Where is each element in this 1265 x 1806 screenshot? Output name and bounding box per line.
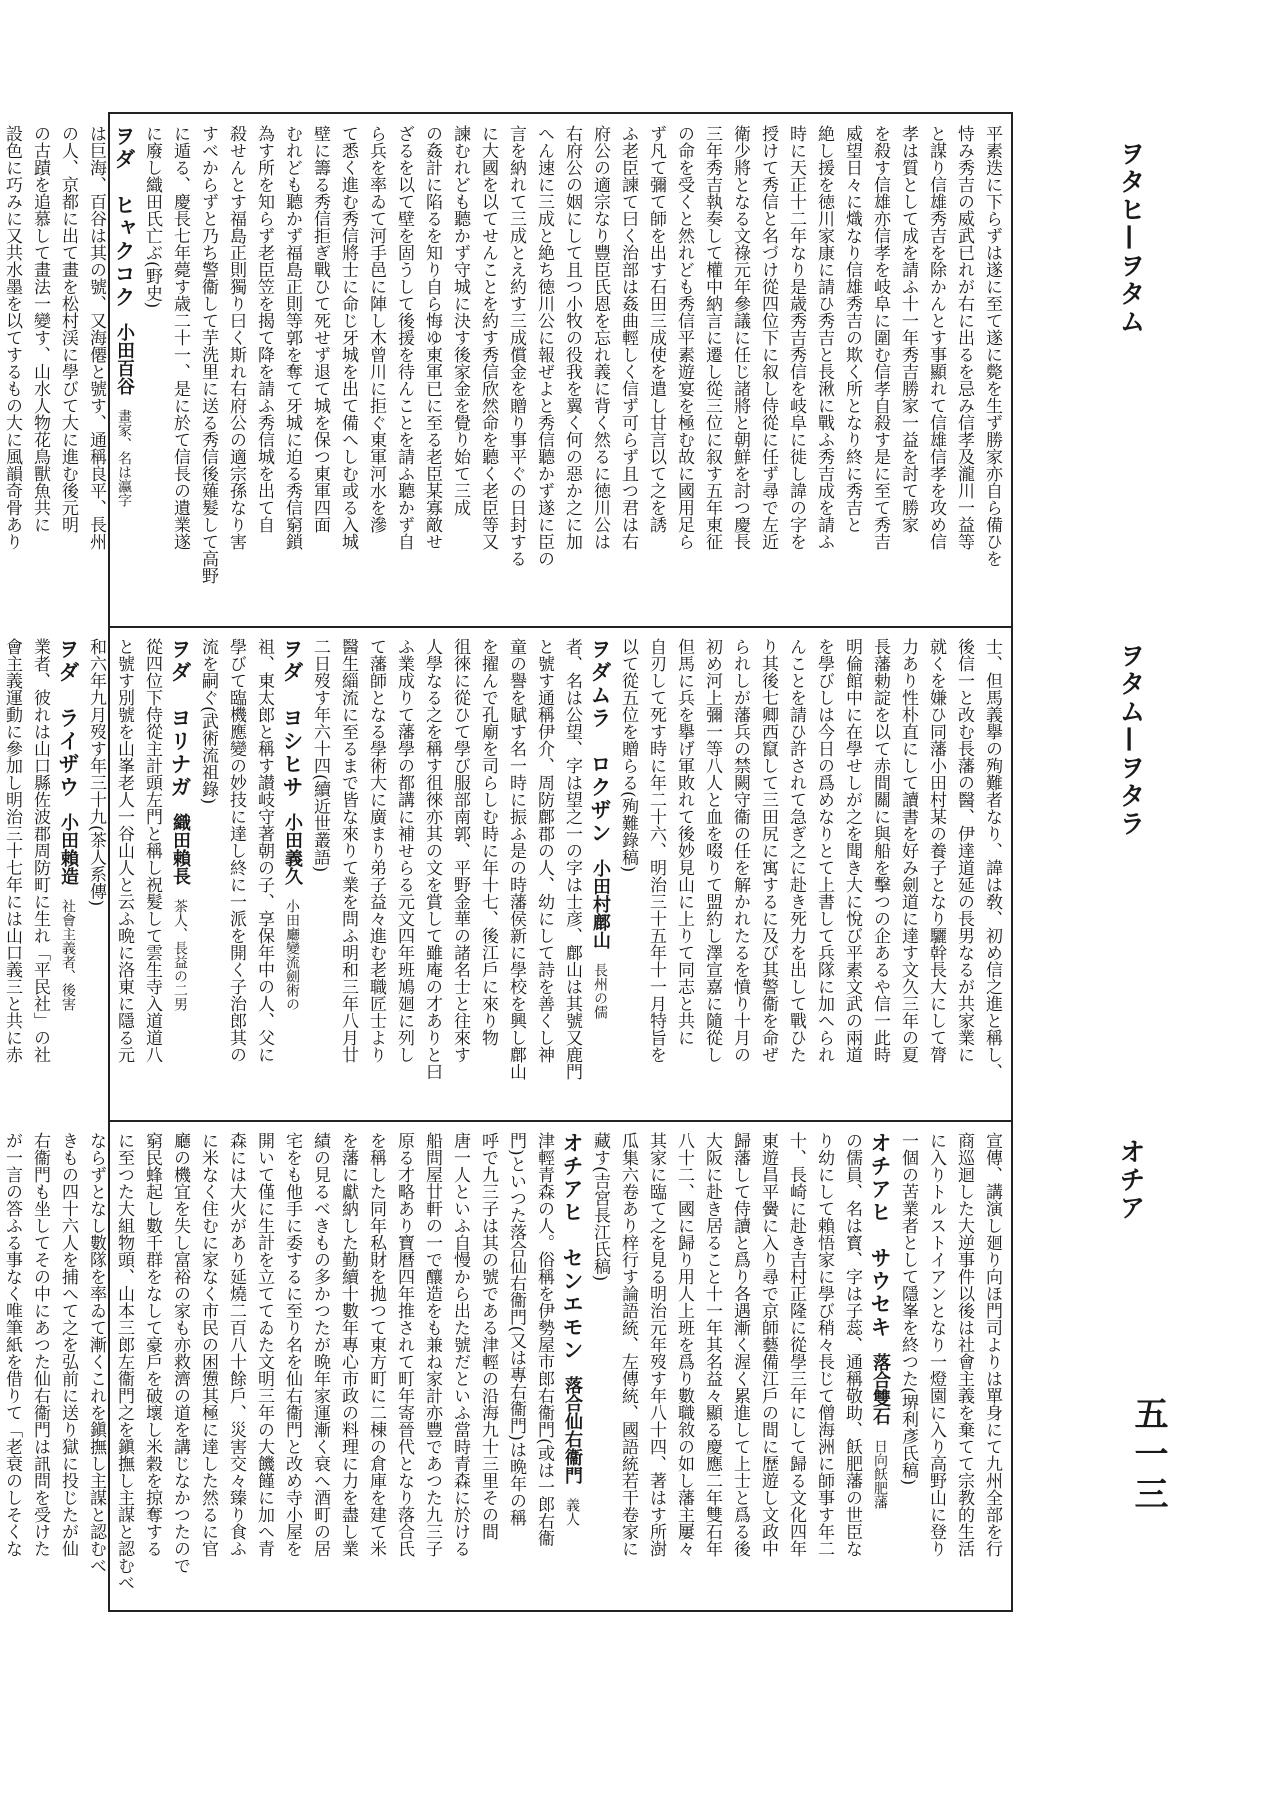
text-line: を擢んで孔廟を司らしむ時に年十七、後江戶に來り物 <box>478 638 498 1046</box>
text-line: に遁る、慶長七年薨す歳二十一、是に於て信長の遺業遂 <box>170 125 190 550</box>
text-line: 醫生緇流に至るまで皆な來りて業を問ふ明和三年八月廿 <box>338 638 358 1063</box>
text-line: 設色に巧みに又共水墨を以てするもの大に風韻奇骨あり <box>2 125 22 550</box>
top-section <box>2 125 1006 619</box>
entry-text: 畫家、名は瀛字 <box>116 409 132 507</box>
text-line: 會主義運動に參加し明治三十七年には山口義三と共に赤 <box>2 638 22 1063</box>
text-line: の姦計に陷るを知り自ら悔ゆ東軍已に至る老臣某寡敵せ <box>422 125 442 550</box>
text-line: 絶し援を徳川家康に請ひ秀吉と長湫に戰ふ秀吉成を請ふ <box>814 125 834 550</box>
text-line: り其後七卿西竄して三田尻に寓するに及び其警衞を命ぜ <box>758 638 778 1063</box>
entry-heading: オチアヒ センエモン <box>560 1132 584 1362</box>
text-line: きもの四十六人を捕へて之を弘前に送り獄に投じたが仙 <box>58 1132 78 1557</box>
entry-name: 小田百谷 <box>114 323 135 395</box>
text-line: すべからずと乃ち警衞して芋洗里に送る秀信後薙髮して高野 <box>198 125 218 584</box>
entry-name: 小田義久 <box>282 813 303 885</box>
text-line: 商巡迴した大逆事件以後は社會主義を棄てて宗教的生活 <box>954 1132 974 1557</box>
text-line: 授けて秀信と名づけ從四位下に叙し侍從に任ず尋で左近 <box>758 125 778 550</box>
text-line: んことを請ひ許されて急ぎ之に赴き死力を出して戰ひた <box>786 638 806 1063</box>
text-line: 者、名は公望、字は望之一の字は士彦、鄜山は其號又鹿門 <box>562 638 582 1080</box>
text-line: 祖、東太郎と稱す讃岐守著朝の子、享保年中の人、父に <box>254 638 274 1063</box>
text-line: 諫むれども聽かず守城に決す後家金を覺り始て三成 <box>450 125 470 516</box>
text-line: 流を嗣ぐ(武術流祖錄) <box>198 638 218 805</box>
text-line: ならずとなし數隊を率ゐて漸くこれを鎭撫し主謀と認むべ <box>86 1132 106 1574</box>
text-line: ふ業成りて藩學の都講に補せらる元文四年班鳩廻に列し <box>394 638 414 1063</box>
entry-name: 落合雙石 <box>870 1353 891 1425</box>
text-line: 學びて臨機應變の妙技に達し終に一派を開く子治郎其の <box>226 638 246 1063</box>
text-line: 業者、彼れは山口縣佐波郡周防町に生れ「平民社」の社 <box>30 638 50 1063</box>
entry-heading: ヲダ ヨリナガ <box>168 638 192 799</box>
text-line: に入りトルストイアンとなり一燈園に入り高野山に登り <box>926 1132 946 1557</box>
entry-heading-line <box>586 638 614 1114</box>
middle-section <box>2 638 1006 1114</box>
running-title-top: ヲタヒ—ヲタム <box>1115 140 1145 336</box>
text-line: 言を納れて三成とえ約す三成償金を贈り事平ぐの日封する <box>506 125 526 567</box>
text-line: 績の見るべきもの多かつたが晩年家運漸く衰へ酒町の居 <box>310 1132 330 1557</box>
text-line: は巨海、百谷は其の號、又海僊と號す、通稱良平、長州 <box>86 125 106 550</box>
text-line: 窮民蜂起し數千群をなして豪戶を破壞し米穀を掠奪する <box>142 1132 162 1557</box>
entry-heading: ヲダ ライザウ <box>56 638 80 799</box>
page-number: 五一三 <box>1128 1396 1168 1516</box>
section-divider-1 <box>108 626 1013 628</box>
text-line: 大阪に赴き居ること十一年其名益々顯る慶應二年雙石年 <box>702 1132 722 1557</box>
text-line: 初め河上彌一等八人と血を啜りて盟約し澤宣嘉に隨從し <box>702 638 722 1063</box>
text-line: 森には大火があり延燒二百八十餘戶、災害交々臻り食ふ <box>226 1132 246 1557</box>
text-line: 和六年九月歿す年三十九(茶人系傳) <box>86 638 106 907</box>
text-line: 人學なる之を稱す徂徠亦其の文を賞して雖庵の才ありと曰 <box>422 638 442 1080</box>
section-divider-2 <box>108 1120 1013 1122</box>
entry-text: 義人 <box>564 1498 580 1526</box>
text-line: 威望日々に熾なり信雄秀吉の欺く所となり終に秀吉と <box>842 125 862 533</box>
entry-heading-line <box>54 638 82 1114</box>
text-line: 但馬に兵を擧げ軍敗れて後妙見山に上りて同志と共に <box>674 638 694 1046</box>
text-line: を稱した同年私財を拋つて東方町に二棟の倉庫を建て米 <box>366 1132 386 1557</box>
text-line: 宅をも他手に委するに至り名を仙右衞門と改め寺小屋を <box>282 1132 302 1557</box>
entry-text: 茶人、長益の二男 <box>172 899 188 1011</box>
text-line: の人、京都に出て畫を松村渓に學びて大に進む後元明 <box>58 125 78 533</box>
text-line: 府公の適宗なり豐臣氏恩を忘れ義に背く然るに徳川公は <box>590 125 610 550</box>
entry-heading: ヲダ ヨシヒサ <box>280 638 304 799</box>
entry-name: 落合仙右衞門 <box>562 1376 583 1484</box>
text-line: 右府公の姻にして且つ小牧の役我を翼く何の惡か之に加 <box>562 125 582 550</box>
text-line: 孝は質として成を請ふ十一年秀吉勝家一益を討て勝家 <box>898 125 918 533</box>
text-line: 殺せんとす福島正則獨り曰く斯れ右府公の適宗孫なり害 <box>226 125 246 550</box>
text-line: 藏す(吉宮長江氏稿) <box>590 1132 610 1282</box>
text-line: 二日歿す年六十四(續近世叢語) <box>310 638 330 873</box>
text-line: の命を受くと然れども秀信平素遊宴を極む故に國用足ら <box>674 125 694 550</box>
text-line: 東遊昌平黌に入り尋で京師藝備江戶の間に歷遊し文政中 <box>758 1132 778 1557</box>
text-line: 以て從五位を贈らる(殉難錄稿) <box>618 638 638 873</box>
entry-name: 織田賴長 <box>170 813 191 885</box>
text-line: 門)といつた落合仙右衞門(又は專右衞門)は晩年の稱 <box>506 1132 526 1526</box>
entry-heading: ヲダムラ ロクザン <box>588 638 612 845</box>
running-title-bottom: オチア <box>1115 1138 1145 1222</box>
text-line: を學びしは今日の爲めなりとて上書して兵隊に加へられ <box>814 638 834 1063</box>
text-line: 八十二、國に歸り用人上班を爲り數職敘の如し藩主屢々 <box>674 1132 694 1557</box>
entry-heading-line <box>866 1132 894 1602</box>
text-line: ふ老臣諫て曰く治部は姦曲輕しく信ず可らず且つ君は右 <box>618 125 638 550</box>
text-line: に至つた大組物頭、山本三郎左衞門之を鎭撫し主謀と認むべ <box>114 1132 134 1591</box>
entry-name: 小田賴造 <box>58 813 79 885</box>
text-line: 呼で九三子は其の號である津輕の沿海九十三里その間 <box>478 1132 498 1540</box>
text-line: と號す別號を山峯老人一谷山人と云ふ晩に洛東に隱る元 <box>114 638 134 1063</box>
text-line: 平素迭に下らずは遂に至て遂に斃を生ず勝家亦自ら備ひを <box>982 125 1002 567</box>
text-line: 三年秀吉執奏して權中納言に遷し從三位に叙す五年東征 <box>702 125 722 550</box>
text-line: 十、長崎に赴き吉村正隆に從學三年にして歸る文化四年 <box>786 1132 806 1557</box>
text-line: り幼にして賴悟家に學び稍々長じて僧海洲に師事す年二 <box>814 1132 834 1557</box>
text-line: 船問屋廿軒の一で釀造をも兼ね家計亦豐であつた九三子 <box>422 1132 442 1557</box>
text-line: 自刃して死す時に年二十六、明治三十五年十一月特旨を <box>646 638 666 1063</box>
text-line: 時に天正十二年なり是歳秀吉秀信を岐阜に徙し諱の字を <box>786 125 806 550</box>
entry-heading: ヲダ ヒャクコク <box>112 125 136 309</box>
text-line: 壁に籌る秀信拒ぎ戰ひて死せず退て城を保つ東軍四面 <box>310 125 330 533</box>
text-line: 明倫館中に在學せしが之を聞き大に悅び平素文武の兩道 <box>842 638 862 1063</box>
text-line: の儒員、名は寳、字は子蕊、通稱敬助、飫肥藩の世臣な <box>842 1132 862 1557</box>
text-line: 開いて僅に生計を立ててゐた文明三年の大饑饉に加へ青 <box>254 1132 274 1557</box>
text-line: 從四位下侍從主計頭左門と稱し祝髮して雲生寺入道道八 <box>142 638 162 1063</box>
entry-heading-line <box>558 1132 586 1602</box>
text-line: 瓜集六卷あり梓行す論語統、左傳統、國語統若干卷家に <box>618 1132 638 1557</box>
text-line: て悉く進む秀信將士に命じ牙城を出て備へしむ或る入城 <box>338 125 358 550</box>
running-title-middle: ヲタム—ヲタラ <box>1115 642 1145 838</box>
entry-text: 日向飫肥藩 <box>872 1439 888 1509</box>
text-line: 原る才略あり寶曆四年推されて町年寄晉代となり落合氏 <box>394 1132 414 1557</box>
text-line: 廳の機宜を失し富裕の家も亦救濟の道を講じなかつたので <box>170 1132 190 1574</box>
text-line: ず凡て彌て師を出す石田三成使を遣し甘言以て之を誘 <box>646 125 666 533</box>
text-line: 為す所を知らず老臣笠を揭て降を請ふ秀信城を出て自 <box>254 125 274 533</box>
text-line: 宣傳、講演し廻り向ほ門司よりは單身にて九州全部を行 <box>982 1132 1002 1557</box>
entry-text: 小田廳變流劍術の <box>284 899 300 1011</box>
text-line: むれども聽かず福島正則等郭を奪て牙城に迫る秀信窮鎖 <box>282 125 302 550</box>
text-line: を殺す信雄亦信孝を岐阜に圍む信孝自殺す是に至て秀吉 <box>870 125 890 550</box>
text-line: ら兵を率ゐて河手邑に陣し木曾川に拒ぐ東軍河水を滲 <box>366 125 386 533</box>
text-line: に廢し織田氏亡ぶ(野史) <box>142 125 162 309</box>
text-line: て藩師となる學術大に廣まり弟子益々進む老職匠士より <box>366 638 386 1063</box>
entry-text: 社會主義者、後害 <box>60 899 76 1011</box>
entry-text: 長州の儒 <box>592 963 608 1019</box>
text-line: に米なく住むに家なく市民の困憊其極に達した然るに官 <box>198 1132 218 1557</box>
entry-heading-line <box>166 638 194 1114</box>
text-line: 歸藩して侍讀と爲り各遇漸く渥く累進して上士と爲る後 <box>730 1132 750 1557</box>
text-line: 其家に臨て之を見る明治元年歿す年八十四、著はす所澍 <box>646 1132 666 1557</box>
text-line: ざるを以て壁を固うして後援を待んことを請ふ聽かず自 <box>394 125 414 550</box>
text-line: へん速に三成と絶ち徳川公に報ぜよと秀信聽かず遂に臣の <box>534 125 554 567</box>
entry-name: 小田村鄜山 <box>590 859 611 949</box>
text-line: 後信一と改む長藩の醫、伊達道延の長男なるが共家業に <box>954 638 974 1063</box>
text-line: と號す通稱伊介、周防鄜郡の人、幼にして詩を善くし神 <box>534 638 554 1063</box>
text-line: 恃み秀吉の威武已れが右に出るを忌み信孝及瀧川一益等 <box>954 125 974 550</box>
text-line: が一言の答ふる事なく唯筆紙を借りて「老衰のしそくな <box>2 1132 22 1557</box>
bottom-section <box>2 1132 1006 1602</box>
text-line: 一個の苦業者として隱峯を終つた(堺利彥氏稿) <box>898 1132 918 1486</box>
text-line: の古蹟を追慕して畫法一變す、山水人物花鳥獸魚共に <box>30 125 50 533</box>
text-line: 士、但馬義擧の殉難者なり、諱は敎、初め信之進と稱し、 <box>982 638 1002 1080</box>
text-line: 力あり性朴直にして讀書を好み劍道に達す文久三年の夏 <box>898 638 918 1063</box>
text-line: 衛少將となる文祿元年參議に任じ諸將と朝鮮を討つ慶長 <box>730 125 750 550</box>
text-line: と謀り信雄秀吉を除かんとす事顯れて信雄信孝を攻め信 <box>926 125 946 550</box>
text-line: 右衞門も坐してその中にあつた仙右衞門は訊問を受けた <box>30 1132 50 1557</box>
text-line: 唐一人といふ自慢から出た號だといふ當時青森に於ける <box>450 1132 470 1557</box>
text-line: 童の譽を賦す名一時に振ふ是の時藩侯新に學校を興し鄜山 <box>506 638 526 1080</box>
text-line: られしが藩兵の禁闕守衞の任を解かれたるを憤り十月の <box>730 638 750 1063</box>
text-line: 津輕青森の人。俗稱を伊勢屋市郎右衞門(或は一郎右衞 <box>534 1132 554 1547</box>
text-line: に大國を以てせんことを約す秀信欣然命を聽く老臣等又 <box>478 125 498 550</box>
text-line: 徂徠に從ひて學び服部南郭、平野金華の諸名士と往來す <box>450 638 470 1063</box>
text-line: を藩に獻納した勤續十數年專心市政の料理に力を盡し業 <box>338 1132 358 1557</box>
text-line: 就くを嫌ひ同藩小田村某の養子となり驪幹長大にして膂 <box>926 638 946 1063</box>
entry-heading-line <box>278 638 306 1114</box>
entry-heading: オチアヒ サウセキ <box>868 1132 892 1339</box>
entry-heading-line <box>110 125 138 619</box>
text-line: 長藩勅諚を以て赤間關に與船を擊つの企あるや信一此時 <box>870 638 890 1063</box>
